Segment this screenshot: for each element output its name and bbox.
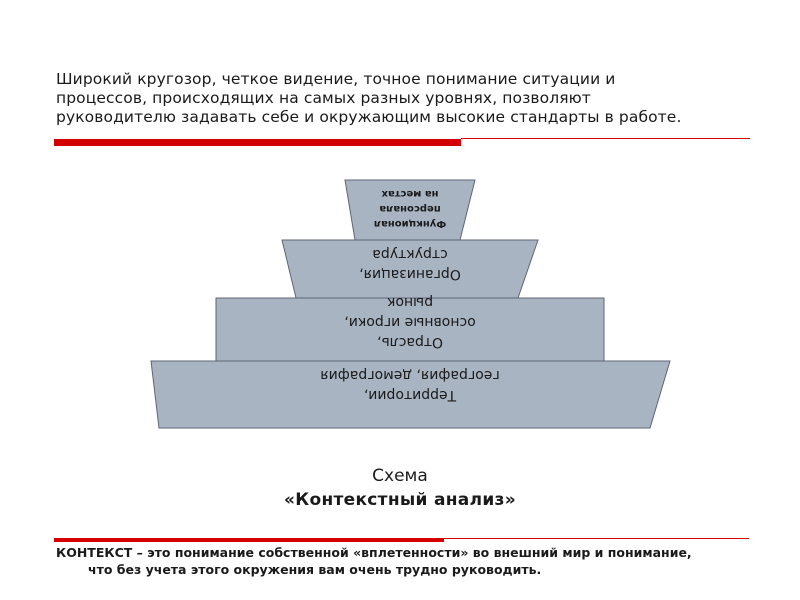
pyramid-level-1-line-1: Функционал — [373, 218, 447, 229]
diagram-caption-title: «Контекстный анализ» — [283, 490, 516, 510]
pyramid-level-2-line-2: структура — [372, 246, 448, 262]
pyramid-level-1-line-3: на местах — [381, 188, 439, 199]
pyramid-level-3-line-1: Отрасль, — [377, 334, 443, 350]
intro-line-2: процессов, происходящих на самых разных уровнях, позволяют — [56, 89, 591, 107]
pyramid-level-2-line-1: Организация, — [359, 266, 461, 282]
pyramid-level-4-line-2: география, демография — [320, 367, 500, 383]
intro-line-3: руководителю задавать себе и окружающим высокие стандарты в работе. — [56, 108, 682, 126]
footer-divider-thick — [54, 539, 444, 542]
intro-line-1: Широкий кругозор, четкое видение, точное понимание ситуации и — [56, 70, 616, 88]
pyramid-level-4-line-1: Территории, — [363, 387, 457, 403]
context-definition — [56, 544, 756, 578]
pyramid-level-1-line-2: персонала — [379, 203, 441, 214]
definition-line-2: что без учета этого окружения вам очень трудно руководить. — [88, 562, 542, 577]
diagram-caption-label: Схема — [372, 466, 428, 486]
pyramid-level-3-line-2: основные игроки, — [344, 314, 476, 330]
definition-line-1: КОНТЕКСТ – это понимание собственной «вплетенности» во внешний мир и понимание, — [56, 545, 692, 560]
pyramid-level-3-line-3: рынок — [386, 294, 434, 310]
